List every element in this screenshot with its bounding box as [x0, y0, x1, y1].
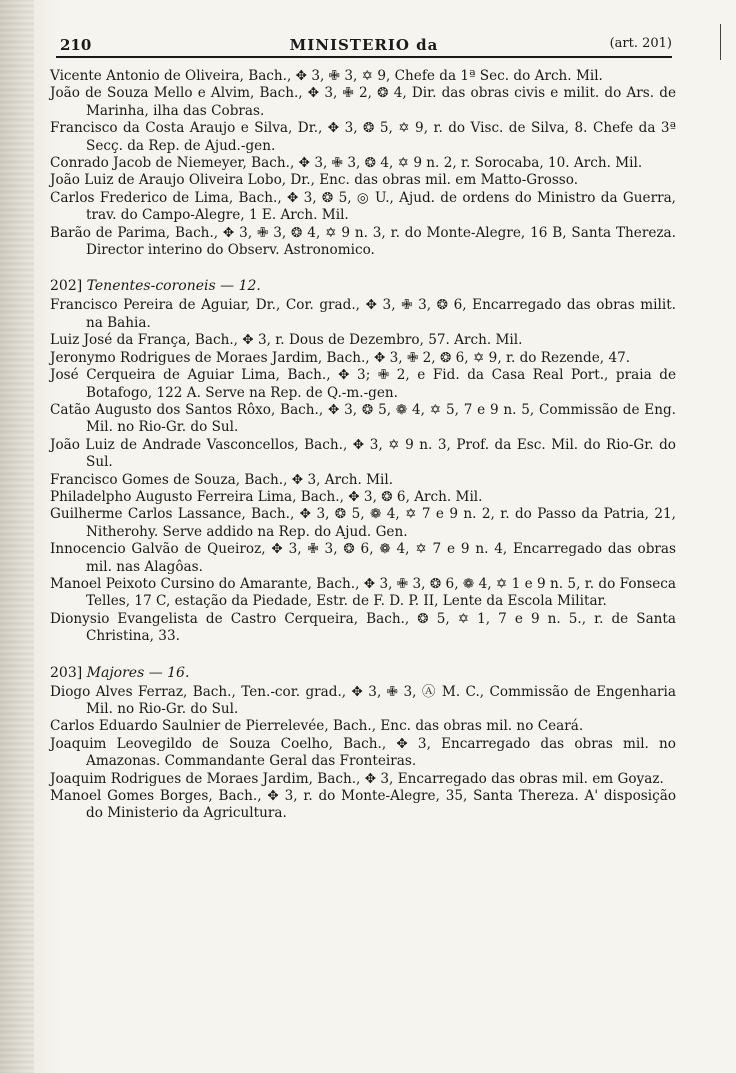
header-rule — [56, 56, 672, 58]
section-number: 203] — [50, 664, 83, 681]
list-entry: João Luiz de Araujo Oliveira Lobo, Dr., Enc. das obras mil. em Matto-Grosso. — [50, 172, 579, 189]
page-body — [50, 68, 676, 823]
list-entry: Carlos Frederico de Lima, Bach., ✥ 3, ❂ 5, ◎ U., Ajud. de ordens do Ministro da Guerra, trav. do Campo-Alegre, 1 E. Arch. Mil. — [50, 189, 676, 224]
list-entry: Manoel Peixoto Cursino do Amarante, Bach., ✥ 3, ✙ 3, ❂ 6, ❁ 4, ✡ 1 e 9 n. 5, r. do Fonseca Telles, 17 C, estação da Piedade, Estr. de F. D. P. II, Lente da Escola Militar. — [50, 575, 676, 610]
section-number: 202] — [50, 278, 83, 295]
section-continuation — [50, 68, 676, 259]
list-entry: João de Souza Mello e Alvim, Bach., ✥ 3, ✙ 2, ❂ 4, Dir. das obras civis e milit. do Ars. de Marinha, ilha das Cobras. — [50, 85, 676, 119]
list-entry: João Luiz de Andrade Vasconcellos, Bach., ✥ 3, ✡ 9 n. 3, Prof. da Esc. Mil. do Rio-Gr. do Sul. — [50, 436, 676, 471]
list-entry: Francisco Gomes de Souza, Bach., ✥ 3, Arch. Mil. — [50, 471, 394, 488]
list-entry: Catão Augusto dos Santos Rôxo, Bach., ✥ 3, ❂ 5, ❁ 4, ✡ 5, 7 e 9 n. 5, Commissão de Eng. Mil. no Rio-Gr. do Sul. — [50, 401, 676, 436]
list-entry: Innocencio Galvão de Queiroz, ✥ 3, ✙ 3, ❂ 6, ❁ 4, ✡ 7 e 9 n. 4, Encarregado das obras mil. nas Alagôas. — [50, 541, 676, 575]
list-entry: Dionysio Evangelista de Castro Cerqueira, Bach., ❂ 5, ✡ 1, 7 e 9 n. 5., r. de Santa Christina, 33. — [50, 610, 676, 645]
list-entry: Francisco da Costa Araujo e Silva, Dr., ✥ 3, ❂ 5, ✡ 9, r. do Visc. de Silva, 8. Chefe da 3ª Secç. da Rep. de Ajud.-gen. — [50, 120, 676, 154]
section-title: Majores — 16. — [86, 664, 190, 681]
list-entry: Joaquim Rodrigues de Moraes Jardim, Bach., ✥ 3, Encarregado das obras mil. em Goyaz. — [50, 770, 664, 787]
list-entry: Carlos Eduardo Saulnier de Pierrelevée, Bach., Enc. das obras mil. no Ceará. — [50, 718, 584, 735]
list-entry: Conrado Jacob de Niemeyer, Bach., ✥ 3, ✙ 3, ❂ 4, ✡ 9 n. 2, r. Sorocaba, 10. Arch. Mil. — [50, 155, 643, 172]
section-heading — [50, 664, 676, 682]
list-entry: Vicente Antonio de Oliveira, Bach., ✥ 3, ✙ 3, ✡ 9, Chefe da 1ª Sec. do Arch. Mil. — [50, 68, 603, 84]
page-header — [56, 30, 672, 58]
list-entry: Diogo Alves Ferraz, Bach., Ten.-cor. grad., ✥ 3, ✙ 3, Ⓐ M. C., Commissão de Engenharia Mil. no Rio-Gr. do Sul. — [50, 683, 676, 717]
list-entry: Joaquim Leovegildo de Souza Coelho, Bach., ✥ 3, Encarregado das obras mil. no Amazonas. Commandante Geral das Fronteiras. — [50, 735, 676, 770]
section-heading — [50, 277, 676, 295]
article-reference: (art. 201) — [609, 36, 672, 51]
section-tenentes-coroneis — [50, 277, 676, 645]
list-entry: José Cerqueira de Aguiar Lima, Bach., ✥ 3; ✙ 2, e Fid. da Casa Real Port., praia de Botafogo, 122 A. Serve na Rep. de Q.-m.-gen. — [50, 367, 676, 401]
running-title: MINISTERIO da — [289, 36, 439, 54]
margin-line — [720, 24, 721, 60]
list-entry: Francisco Pereira de Aguiar, Dr., Cor. grad., ✥ 3, ✙ 3, ❂ 6, Encarregado das obras milit. na Bahia. — [50, 297, 676, 331]
page-spine-shadow — [0, 0, 34, 1073]
list-entry: Jeronymo Rodrigues de Moraes Jardim, Bach., ✥ 3, ✙ 2, ❂ 6, ✡ 9, r. do Rezende, 47. — [50, 349, 631, 366]
list-entry: Manoel Gomes Borges, Bach., ✥ 3, r. do Monte-Alegre, 35, Santa Thereza. A' disposição do Ministerio da Agricultura. — [50, 788, 676, 822]
list-entry: Guilherme Carlos Lassance, Bach., ✥ 3, ❂ 5, ❁ 4, ✡ 7 e 9 n. 2, r. do Passo da Patria, 21, Nitherohy. Serve addido na Rep. do Ajud. Gen. — [50, 506, 676, 540]
list-entry: Barão de Parima, Bach., ✥ 3, ✙ 3, ❂ 4, ✡ 9 n. 3, r. do Monte-Alegre, 16 B, Santa Thereza. Director interino do Observ. Astronomico. — [50, 224, 676, 259]
page-number: 210 — [60, 36, 92, 54]
section-title: Tenentes-coroneis — 12. — [86, 278, 261, 295]
list-entry: Luiz José da França, Bach., ✥ 3, r. Dous de Dezembro, 57. Arch. Mil. — [50, 332, 523, 349]
list-entry: Philadelpho Augusto Ferreira Lima, Bach., ✥ 3, ❂ 6, Arch. Mil. — [50, 488, 483, 505]
section-majores — [50, 664, 676, 823]
